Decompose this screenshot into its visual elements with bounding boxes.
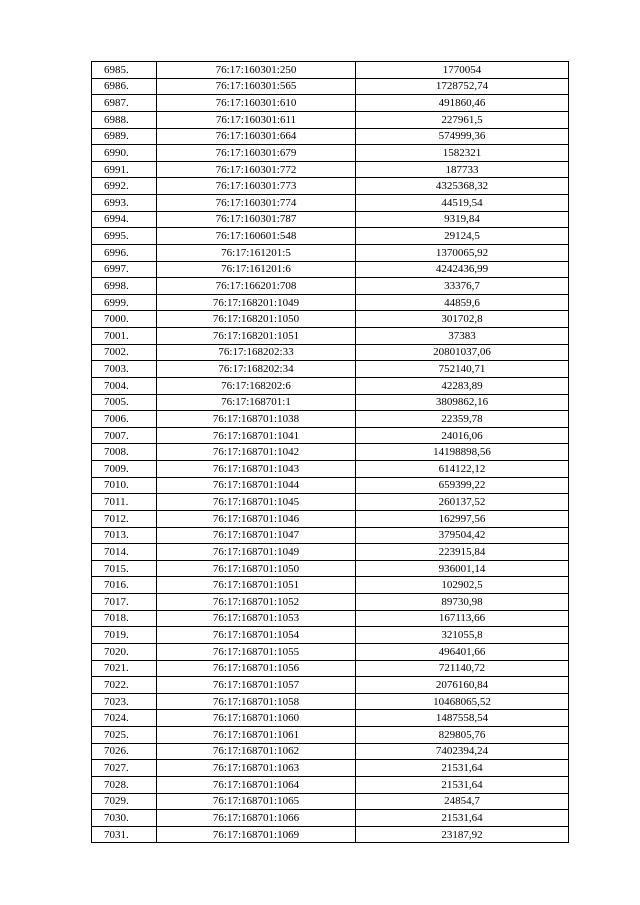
- row-number: 7009.: [92, 461, 157, 478]
- cadastral-number: 76:17:160301:611: [157, 111, 356, 128]
- cadastral-number: 76:17:160301:773: [157, 178, 356, 195]
- cadastral-value: 22359,78: [356, 411, 569, 428]
- cadastral-number: 76:17:168701:1042: [157, 444, 356, 461]
- row-number: 7029.: [92, 793, 157, 810]
- table-row: [92, 311, 569, 328]
- row-number: 7001.: [92, 328, 157, 345]
- table-row: [92, 62, 569, 79]
- cadastral-number: 76:17:168202:6: [157, 377, 356, 394]
- row-number: 7014.: [92, 544, 157, 561]
- table-row: [92, 643, 569, 660]
- cadastral-value: 23187,92: [356, 826, 569, 843]
- cadastral-value: 167113,66: [356, 610, 569, 627]
- table-row: [92, 560, 569, 577]
- row-number: 7025.: [92, 727, 157, 744]
- cadastral-number: 76:17:168701:1038: [157, 411, 356, 428]
- cadastral-value: 721140,72: [356, 660, 569, 677]
- table-row: [92, 111, 569, 128]
- cadastral-value: 2076160,84: [356, 677, 569, 694]
- cadastral-value: 7402394,24: [356, 743, 569, 760]
- row-number: 7003.: [92, 361, 157, 378]
- cadastral-number: 76:17:160301:787: [157, 211, 356, 228]
- table-row: [92, 78, 569, 95]
- table-row: [92, 810, 569, 827]
- cadastral-number: 76:17:168701:1060: [157, 710, 356, 727]
- row-number: 7013.: [92, 527, 157, 544]
- cadastral-value: 1582321: [356, 145, 569, 162]
- cadastral-value: 936001,14: [356, 560, 569, 577]
- table-row: [92, 494, 569, 511]
- table-row: [92, 294, 569, 311]
- table-row: [92, 743, 569, 760]
- table-row: [92, 710, 569, 727]
- table-row: [92, 128, 569, 145]
- table-row: [92, 760, 569, 777]
- cadastral-number: 76:17:160301:664: [157, 128, 356, 145]
- cadastral-value: 321055,8: [356, 627, 569, 644]
- row-number: 7008.: [92, 444, 157, 461]
- table-row: [92, 826, 569, 843]
- cadastral-value: 37383: [356, 328, 569, 345]
- cadastral-number: 76:17:168701:1058: [157, 693, 356, 710]
- cadastral-number: 76:17:168701:1052: [157, 594, 356, 611]
- table-row: [92, 344, 569, 361]
- row-number: 6987.: [92, 95, 157, 112]
- table-row: [92, 627, 569, 644]
- table-row: [92, 228, 569, 245]
- row-number: 7018.: [92, 610, 157, 627]
- table-row: [92, 145, 569, 162]
- table-row: [92, 244, 569, 261]
- row-number: 7016.: [92, 577, 157, 594]
- cadastral-value: 24854,7: [356, 793, 569, 810]
- cadastral-number: 76:17:168201:1049: [157, 294, 356, 311]
- table-row: [92, 477, 569, 494]
- row-number: 6990.: [92, 145, 157, 162]
- cadastral-number: 76:17:168701:1055: [157, 643, 356, 660]
- row-number: 7006.: [92, 411, 157, 428]
- cadastral-number: 76:17:168202:33: [157, 344, 356, 361]
- row-number: 7002.: [92, 344, 157, 361]
- cadastral-number: 76:17:160301:679: [157, 145, 356, 162]
- cadastral-value: 44859,6: [356, 294, 569, 311]
- cadastral-value: 33376,7: [356, 278, 569, 295]
- row-number: 6986.: [92, 78, 157, 95]
- row-number: 7023.: [92, 693, 157, 710]
- table-body: [92, 62, 569, 843]
- row-number: 6997.: [92, 261, 157, 278]
- cadastral-value: 44519,54: [356, 195, 569, 212]
- table-row: [92, 377, 569, 394]
- row-number: 7020.: [92, 643, 157, 660]
- table-row: [92, 444, 569, 461]
- table-row: [92, 793, 569, 810]
- table-row: [92, 727, 569, 744]
- row-number: 6999.: [92, 294, 157, 311]
- row-number: 7028.: [92, 776, 157, 793]
- table-row: [92, 211, 569, 228]
- row-number: 7031.: [92, 826, 157, 843]
- table-row: [92, 544, 569, 561]
- table-row: [92, 527, 569, 544]
- cadastral-value: 162997,56: [356, 510, 569, 527]
- cadastral-number: 76:17:160301:774: [157, 195, 356, 212]
- cadastral-value: 24016,06: [356, 427, 569, 444]
- cadastral-value: 260137,52: [356, 494, 569, 511]
- cadastral-value: 301702,8: [356, 311, 569, 328]
- table-row: [92, 461, 569, 478]
- table-row: [92, 411, 569, 428]
- row-number: 6996.: [92, 244, 157, 261]
- cadastral-number: 76:17:168701:1047: [157, 527, 356, 544]
- row-number: 7012.: [92, 510, 157, 527]
- cadastral-value: 659399,22: [356, 477, 569, 494]
- cadastral-value: 491860,46: [356, 95, 569, 112]
- cadastral-value: 21531,64: [356, 810, 569, 827]
- cadastral-number: 76:17:168701:1050: [157, 560, 356, 577]
- row-number: 7019.: [92, 627, 157, 644]
- table-row: [92, 660, 569, 677]
- row-number: 6985.: [92, 62, 157, 79]
- cadastral-value: 89730,98: [356, 594, 569, 611]
- table-row: [92, 95, 569, 112]
- row-number: 6994.: [92, 211, 157, 228]
- row-number: 6992.: [92, 178, 157, 195]
- table-row: [92, 427, 569, 444]
- table-row: [92, 610, 569, 627]
- cadastral-number: 76:17:168701:1053: [157, 610, 356, 627]
- cadastral-value: 574999,36: [356, 128, 569, 145]
- table-row: [92, 195, 569, 212]
- cadastral-number: 76:17:160601:548: [157, 228, 356, 245]
- cadastral-value: 1487558,54: [356, 710, 569, 727]
- cadastral-value: 227961,5: [356, 111, 569, 128]
- cadastral-number: 76:17:161201:6: [157, 261, 356, 278]
- row-number: 7011.: [92, 494, 157, 511]
- cadastral-number: 76:17:168701:1064: [157, 776, 356, 793]
- cadastral-number: 76:17:168701:1063: [157, 760, 356, 777]
- cadastral-number: 76:17:168701:1065: [157, 793, 356, 810]
- table-row: [92, 577, 569, 594]
- row-number: 7007.: [92, 427, 157, 444]
- cadastral-value: 14198898,56: [356, 444, 569, 461]
- cadastral-value: 10468065,52: [356, 693, 569, 710]
- cadastral-value: 187733: [356, 161, 569, 178]
- cadastral-number: 76:17:161201:5: [157, 244, 356, 261]
- cadastral-value: 614122,12: [356, 461, 569, 478]
- cadastral-number: 76:17:168701:1066: [157, 810, 356, 827]
- cadastral-number: 76:17:168701:1056: [157, 660, 356, 677]
- table-row: [92, 361, 569, 378]
- cadastral-number: 76:17:168701:1041: [157, 427, 356, 444]
- cadastral-number: 76:17:168201:1050: [157, 311, 356, 328]
- cadastral-value: 223915,84: [356, 544, 569, 561]
- table-row: [92, 776, 569, 793]
- table-row: [92, 677, 569, 694]
- cadastral-value-table: [91, 61, 569, 843]
- row-number: 6993.: [92, 195, 157, 212]
- cadastral-number: 76:17:168201:1051: [157, 328, 356, 345]
- table-row: [92, 278, 569, 295]
- cadastral-value: 21531,64: [356, 776, 569, 793]
- cadastral-value: 752140,71: [356, 361, 569, 378]
- cadastral-number: 76:17:168701:1061: [157, 727, 356, 744]
- cadastral-value: 102902,5: [356, 577, 569, 594]
- cadastral-value: 3809862,16: [356, 394, 569, 411]
- cadastral-value: 496401,66: [356, 643, 569, 660]
- cadastral-number: 76:17:168701:1069: [157, 826, 356, 843]
- cadastral-number: 76:17:166201:708: [157, 278, 356, 295]
- cadastral-value: 21531,64: [356, 760, 569, 777]
- cadastral-number: 76:17:168701:1046: [157, 510, 356, 527]
- table-row: [92, 328, 569, 345]
- cadastral-number: 76:17:168701:1049: [157, 544, 356, 561]
- row-number: 7024.: [92, 710, 157, 727]
- cadastral-value: 42283,89: [356, 377, 569, 394]
- cadastral-number: 76:17:168701:1062: [157, 743, 356, 760]
- cadastral-value: 829805,76: [356, 727, 569, 744]
- cadastral-number: 76:17:168701:1043: [157, 461, 356, 478]
- row-number: 6988.: [92, 111, 157, 128]
- row-number: 6989.: [92, 128, 157, 145]
- row-number: 7026.: [92, 743, 157, 760]
- cadastral-number: 76:17:168701:1054: [157, 627, 356, 644]
- cadastral-number: 76:17:168202:34: [157, 361, 356, 378]
- cadastral-number: 76:17:168701:1045: [157, 494, 356, 511]
- cadastral-value: 4242436,99: [356, 261, 569, 278]
- cadastral-value: 1728752,74: [356, 78, 569, 95]
- table-row: [92, 394, 569, 411]
- cadastral-number: 76:17:168701:1057: [157, 677, 356, 694]
- row-number: 7021.: [92, 660, 157, 677]
- table-row: [92, 594, 569, 611]
- row-number: 6998.: [92, 278, 157, 295]
- row-number: 7017.: [92, 594, 157, 611]
- row-number: 7022.: [92, 677, 157, 694]
- cadastral-number: 76:17:160301:565: [157, 78, 356, 95]
- cadastral-value: 9319,84: [356, 211, 569, 228]
- row-number: 7030.: [92, 810, 157, 827]
- table-row: [92, 510, 569, 527]
- cadastral-number: 76:17:168701:1044: [157, 477, 356, 494]
- row-number: 7005.: [92, 394, 157, 411]
- cadastral-number: 76:17:168701:1: [157, 394, 356, 411]
- table-row: [92, 261, 569, 278]
- cadastral-value: 1370065,92: [356, 244, 569, 261]
- row-number: 6991.: [92, 161, 157, 178]
- table-row: [92, 693, 569, 710]
- cadastral-number: 76:17:160301:610: [157, 95, 356, 112]
- row-number: 7027.: [92, 760, 157, 777]
- row-number: 7004.: [92, 377, 157, 394]
- row-number: 7015.: [92, 560, 157, 577]
- cadastral-value: 1770054: [356, 62, 569, 79]
- row-number: 7010.: [92, 477, 157, 494]
- cadastral-value: 379504,42: [356, 527, 569, 544]
- cadastral-value: 29124,5: [356, 228, 569, 245]
- table-row: [92, 161, 569, 178]
- row-number: 7000.: [92, 311, 157, 328]
- table-row: [92, 178, 569, 195]
- cadastral-number: 76:17:160301:772: [157, 161, 356, 178]
- cadastral-number: 76:17:168701:1051: [157, 577, 356, 594]
- cadastral-number: 76:17:160301:250: [157, 62, 356, 79]
- cadastral-value: 4325368,32: [356, 178, 569, 195]
- row-number: 6995.: [92, 228, 157, 245]
- cadastral-value: 20801037,06: [356, 344, 569, 361]
